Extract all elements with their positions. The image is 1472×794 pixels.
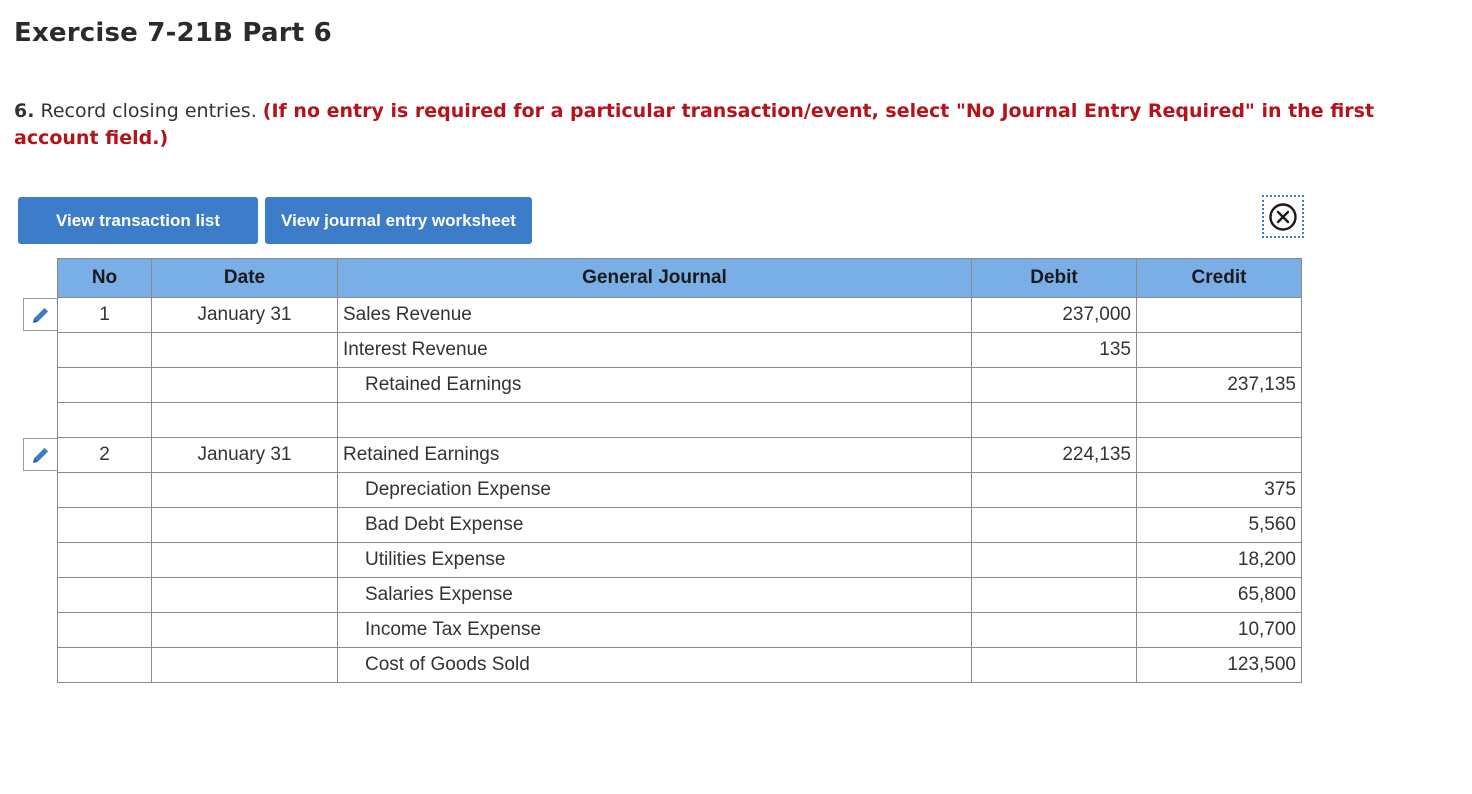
instruction-note: (If no entry is required for a particular transaction/event, select "No Journal Entry Required" in the first account field.)	[14, 100, 1375, 149]
close-circle-icon	[1268, 202, 1298, 232]
pencil-icon	[31, 305, 51, 325]
table-row	[58, 403, 1302, 438]
cell-account	[338, 613, 972, 648]
cell-date	[152, 298, 338, 333]
cell-no	[58, 613, 152, 648]
cell-account-text: Income Tax Expense	[365, 619, 542, 640]
cell-date	[152, 438, 338, 473]
cell-date-text: January 31	[197, 444, 292, 465]
table-row	[58, 648, 1302, 683]
cell-debit-text: 237,000	[1062, 304, 1131, 325]
cell-date	[152, 403, 338, 438]
page-title: Exercise 7-21B Part 6	[14, 18, 332, 48]
cell-account	[338, 298, 972, 333]
cell-account-text: Utilities Expense	[365, 549, 506, 570]
cell-debit	[972, 473, 1137, 508]
cell-credit-text: 237,135	[1227, 374, 1296, 395]
edit-entry-1-button[interactable]	[23, 298, 57, 331]
cell-no	[58, 403, 152, 438]
cell-debit-text: 224,135	[1062, 444, 1131, 465]
table-row	[58, 508, 1302, 543]
cell-debit	[972, 543, 1137, 578]
cell-debit	[972, 333, 1137, 368]
cell-credit-text: 5,560	[1248, 514, 1296, 535]
cell-credit	[1137, 403, 1302, 438]
header-no: No	[58, 259, 152, 298]
cell-no	[58, 473, 152, 508]
cell-no	[58, 578, 152, 613]
header-date: Date	[152, 259, 338, 298]
cell-account-text: Interest Revenue	[343, 339, 488, 360]
view-journal-entry-worksheet-button[interactable]: View journal entry worksheet	[265, 197, 532, 244]
cell-date	[152, 578, 338, 613]
cell-account-text: Salaries Expense	[365, 584, 513, 605]
close-button[interactable]	[1262, 195, 1304, 238]
cell-no	[58, 368, 152, 403]
cell-date	[152, 543, 338, 578]
cell-credit	[1137, 298, 1302, 333]
cell-credit	[1137, 438, 1302, 473]
table-header-row	[58, 259, 1302, 298]
cell-account	[338, 543, 972, 578]
cell-credit-text: 65,800	[1237, 584, 1296, 605]
cell-account	[338, 473, 972, 508]
cell-account-text: Cost of Goods Sold	[365, 654, 530, 675]
instruction-text: Record closing entries.	[34, 100, 263, 122]
table-row	[58, 543, 1302, 578]
pencil-icon	[31, 445, 51, 465]
cell-credit	[1137, 368, 1302, 403]
cell-credit	[1137, 543, 1302, 578]
cell-credit-text: 123,500	[1227, 654, 1296, 675]
cell-debit	[972, 438, 1137, 473]
cell-date	[152, 648, 338, 683]
cell-account	[338, 508, 972, 543]
cell-account	[338, 368, 972, 403]
cell-date-text: January 31	[197, 304, 292, 325]
cell-credit	[1137, 578, 1302, 613]
table-row	[58, 613, 1302, 648]
cell-no	[58, 298, 152, 333]
cell-account-text: Retained Earnings	[365, 374, 522, 395]
cell-account	[338, 648, 972, 683]
instructions	[14, 98, 1434, 152]
cell-debit-text: 135	[1099, 339, 1131, 360]
cell-date	[152, 368, 338, 403]
cell-credit	[1137, 613, 1302, 648]
cell-account	[338, 403, 972, 438]
table-row	[58, 578, 1302, 613]
header-debit: Debit	[972, 259, 1137, 298]
cell-date	[152, 473, 338, 508]
cell-account-text: Depreciation Expense	[365, 479, 551, 500]
cell-credit-text: 10,700	[1237, 619, 1296, 640]
table-row	[58, 333, 1302, 368]
cell-debit	[972, 368, 1137, 403]
cell-no	[58, 543, 152, 578]
cell-credit	[1137, 473, 1302, 508]
table-row	[58, 368, 1302, 403]
cell-no	[58, 648, 152, 683]
cell-debit	[972, 508, 1137, 543]
cell-no	[58, 438, 152, 473]
cell-credit-text: 18,200	[1237, 549, 1296, 570]
cell-debit	[972, 578, 1137, 613]
view-transaction-list-button[interactable]: View transaction list	[18, 197, 258, 244]
cell-account	[338, 438, 972, 473]
cell-no	[58, 508, 152, 543]
cell-date	[152, 508, 338, 543]
table-row	[58, 438, 1302, 473]
table-row	[58, 298, 1302, 333]
cell-account-text: Sales Revenue	[343, 304, 472, 325]
cell-account	[338, 578, 972, 613]
cell-no-text: 1	[99, 304, 110, 325]
cell-credit-text: 375	[1264, 479, 1296, 500]
cell-date	[152, 333, 338, 368]
cell-debit	[972, 298, 1137, 333]
cell-credit	[1137, 333, 1302, 368]
journal-table	[57, 258, 1302, 683]
instruction-number: 6.	[14, 100, 35, 122]
cell-no	[58, 333, 152, 368]
cell-credit	[1137, 508, 1302, 543]
cell-no-text: 2	[99, 444, 110, 465]
edit-entry-2-button[interactable]	[23, 438, 57, 471]
cell-debit	[972, 403, 1137, 438]
cell-credit	[1137, 648, 1302, 683]
cell-debit	[972, 648, 1137, 683]
cell-debit	[972, 613, 1137, 648]
table-row	[58, 473, 1302, 508]
cell-account-text: Bad Debt Expense	[365, 514, 524, 535]
header-general-journal: General Journal	[338, 259, 972, 298]
cell-account-text: Retained Earnings	[343, 444, 500, 465]
cell-account	[338, 333, 972, 368]
header-credit: Credit	[1137, 259, 1302, 298]
cell-date	[152, 613, 338, 648]
